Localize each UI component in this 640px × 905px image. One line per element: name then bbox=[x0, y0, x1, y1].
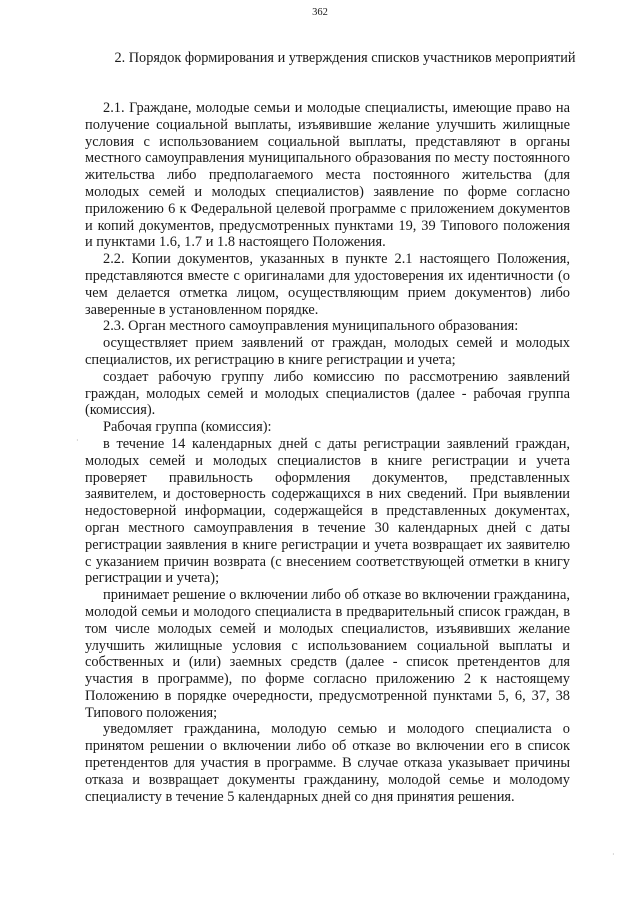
page-number: 362 bbox=[312, 7, 328, 18]
paragraph-notification: уведомляет гражданина, молодую семью и молодого специалиста о принятом решении о включении либо об отказе во включении его в список претендентов для участия в программе. В случае отказа указывает причины отказа и возвращает документы гражданину, молодой семье и молодому специалисту в течение 5 календарных дней со дня принятия решения. bbox=[85, 721, 570, 805]
paragraph-decision: принимает решение о включении либо об отказе во включении гражданина, молодой семьи и молодого специалиста в предварительный список граждан, в том числе молодых семей и молодых специалистов, изъявивших желание улучшить жилищные условия с использованием социальной выплаты и собственных и (или) заемных средств (далее - список претендентов для участия в программе), по форме согласно приложению 2 к настоящему Положению в порядке очередности, предусмотренной пунктами 5, 6, 37, 38 Типового положения; bbox=[85, 587, 570, 721]
paragraph-working-group-title: Рабочая группа (комиссия): bbox=[103, 419, 272, 436]
paragraph-duty-working-group: создает рабочую группу либо комиссию по рассмотрению заявлений граждан, молодых семей и молодых специалистов (далее - рабочая группа (комиссия). bbox=[85, 368, 570, 419]
section-heading: 2. Порядок формирования и утверждения списков участников мероприятий bbox=[114, 50, 576, 66]
paragraph-2-3: 2.3. Орган местного самоуправления муниципального образования: bbox=[103, 318, 519, 335]
paragraph-2-2: 2.2. Копии документов, указанных в пункте 2.1 настоящего Положения, представляются вместе с оригиналами для удостоверения их идентичности (о чем делается отметка лицом, осуществляющим прием документов) либо заверенные в установленном порядке. bbox=[85, 251, 570, 318]
scan-speck: · bbox=[612, 850, 615, 859]
scan-speck: · bbox=[76, 436, 79, 445]
paragraph-2-1: 2.1. Граждане, молодые семьи и молодые специалисты, имеющие право на получение социальной выплаты, изъявившие желание улучшить жилищные условия с использованием социальной выплаты, представляют в органы местного самоуправления муниципального образования по месту постоянного жительства либо предполагаемого места постоянного жительства (для молодых семей и молодых специалистов) заявление по форме согласно приложению 6 к Федеральной целевой программе с приложением документов и копий документов, предусмотренных пунктами 19, 39 Типового положения и пунктами 1.6, 1.7 и 1.8 настоящего Положения. bbox=[85, 100, 570, 251]
section-body bbox=[85, 100, 570, 805]
paragraph-duty-reception: осуществляет прием заявлений от граждан, молодых семей и молодых специалистов, их регистрацию в книге регистрации и учета; bbox=[85, 335, 570, 368]
paragraph-check-documents: в течение 14 календарных дней с даты регистрации заявлений граждан, молодых семей и молодых специалистов в книге регистрации и учета проверяет правильность оформления документов, представленных заявителем, и достоверность содержащихся в них сведений. При выявлении недостоверной информации, содержащейся в представленных документах, орган местного самоуправления в течение 30 календарных дней с даты регистрации заявления в книге регистрации и учета возвращает их заявителю с указанием причин возврата (с внесением соответствующей отметки в книгу регистрации и учета); bbox=[85, 435, 570, 587]
